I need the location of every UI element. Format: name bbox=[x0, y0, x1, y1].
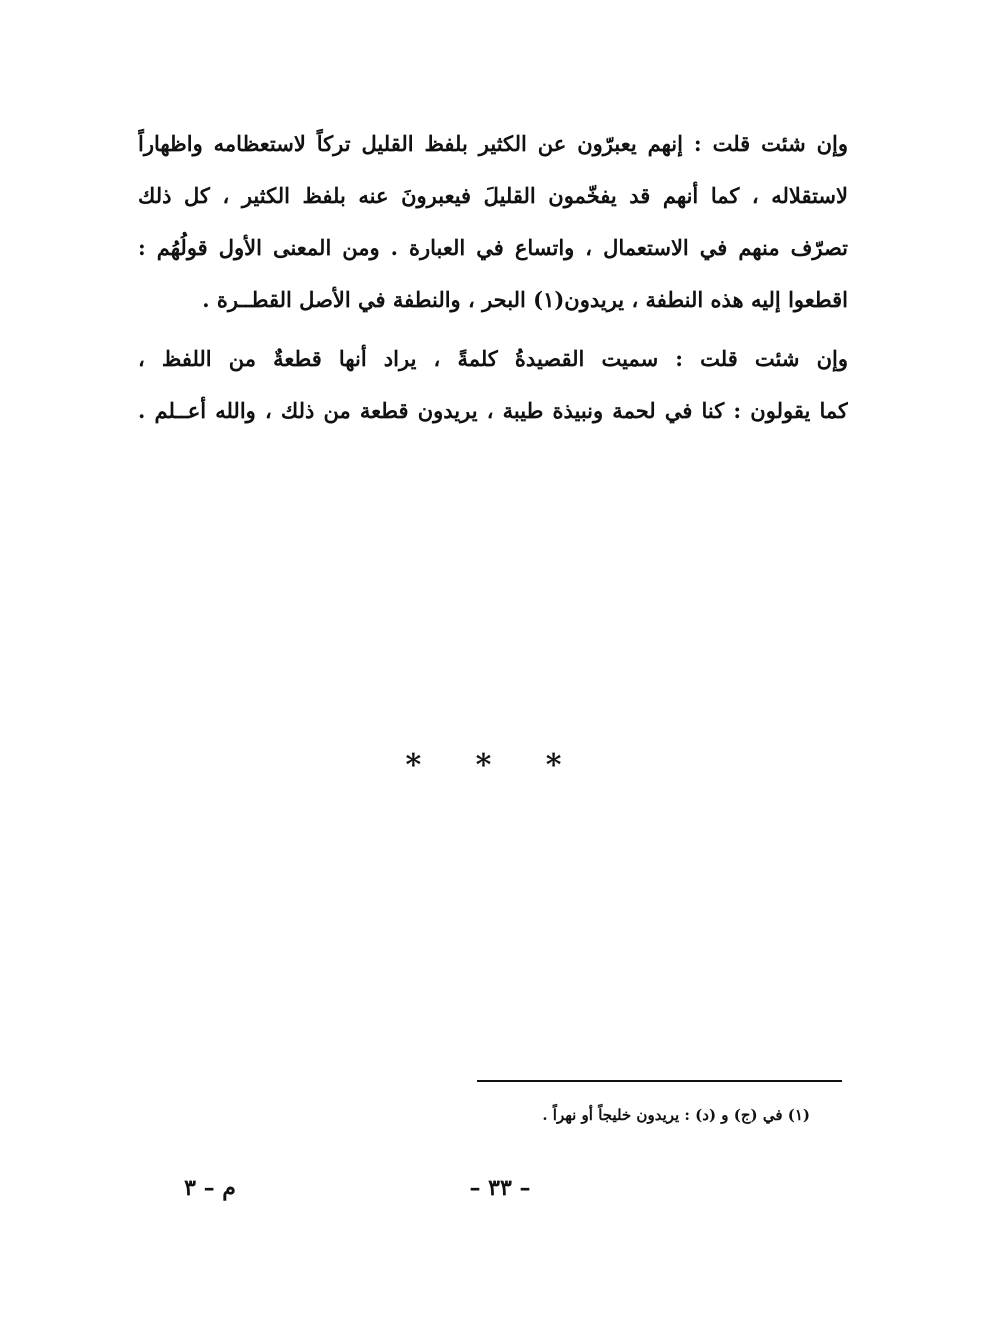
text-line: وإن شئت قلت : إنهم يعبرّون عن الكثير بلفظ القليل تركاً لاستعظامه واظهاراً bbox=[138, 131, 848, 156]
signature-mark: م – ٣ bbox=[184, 1175, 236, 1201]
text-line: لاستقلاله ، كما أنهم قد يفخّمون القليلَ فيعبرونَ عنه بلفظ الكثير ، كل ذلك bbox=[138, 183, 848, 208]
footnote: (١) في (ج) و (د) : يريدون خليجاً أو نهراً . bbox=[542, 1106, 810, 1124]
text-line: اقطعوا إليه هذه النطفة ، يريدون(١) البحر ، والنطفة في الأصل القطــرة . bbox=[202, 287, 848, 312]
text-line: كما يقولون : كنا في لحمة ونبيذة طيبة ، يريدون قطعة من ذلك ، والله أعــلم . bbox=[138, 398, 848, 423]
footnote-separator-rule bbox=[477, 1080, 842, 1082]
page-number: – ٣٣ – bbox=[469, 1175, 531, 1201]
text-line: تصرّف منهم في الاستعمال ، واتساع في العبارة . ومن المعنى الأول قولُهُم : bbox=[138, 235, 848, 260]
paragraph-1 bbox=[138, 118, 848, 326]
paragraph-2 bbox=[138, 333, 848, 437]
text-line: وإن شئت قلت : سميت القصيدةُ كلمةً ، يراد أنها قطعةٌ من اللفظ ، bbox=[138, 346, 848, 371]
section-divider-asterisks: * * * bbox=[405, 748, 584, 783]
